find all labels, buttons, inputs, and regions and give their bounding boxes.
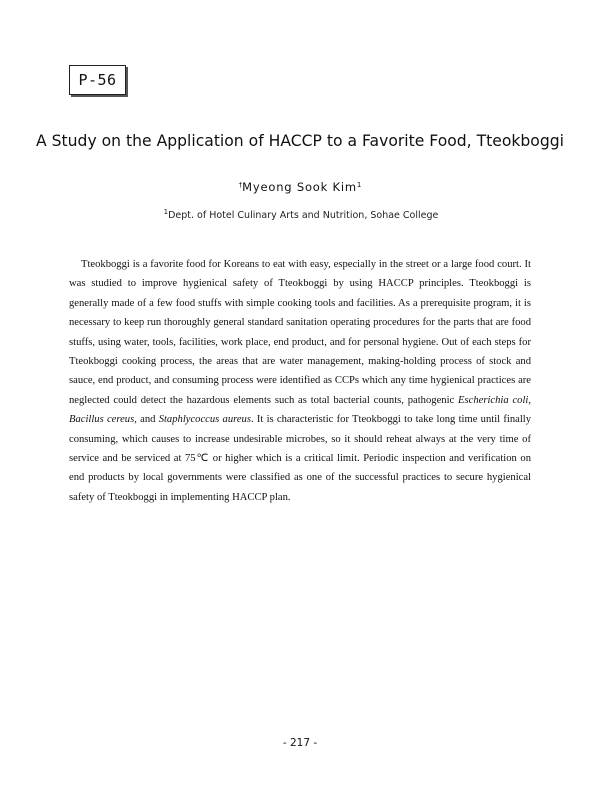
abstract-separator-1: , <box>528 394 531 406</box>
page-number: - 217 - <box>282 737 318 749</box>
affiliation-mark: 1 <box>163 208 169 216</box>
abstract-separator-2: , and <box>134 414 159 426</box>
poster-id-label: P-56 <box>78 71 117 89</box>
abstract-text-part1: Tteokboggi is a favorite food for Koreans to eat with easy, especially in the street or a large food court. It was studied to improve hygienical safety of Tteokboggi by using HACCP principles. Tteokboggi is generally made of a few food stuffs with simple cooking tools and facilities. As a prerequisite program, it is necessary to keep run thoroughly general standard sanitation operating procedures for the parts that are food stuffs, using water, tools, facilities, work place, end product, and for personal hygiene. Out of each steps for Tteokboggi cooking process, the areas that are water management, making-holding process of stock and sauce, end product, and consuming process were identified as CCPs which any time hygienical practices are neglected could detect the hazardous elements such as total bacterial counts, pathogenic <box>69 259 531 406</box>
paper-title: A Study on the Application of HACCP to a Favorite Food, Tteokboggi <box>36 132 564 150</box>
species-bacillus-cereus: Bacillus cereus <box>69 414 135 426</box>
corresponding-dagger: † <box>238 181 243 189</box>
abstract-text-part2: . It is characteristic for Tteokboggi to take long time until finally consuming, which causes to increase undesirable microbes, so it should reheat always at the very time of service and be serviced at 75℃ or higher which is a critical limit. Periodic inspection and verification on end products by local governments were classified as one of the successful practices to secure hygienical safety of Tteokboggi in implementing HACCP plan. <box>69 414 532 503</box>
abstract-paragraph <box>69 255 531 507</box>
author-affiliation-mark: 1 <box>356 181 362 189</box>
species-escherichia-coli: Escherichia coli <box>458 394 529 406</box>
author-name: Myeong Sook Kim <box>242 180 357 194</box>
affiliation-line <box>0 208 600 221</box>
poster-id-box <box>69 65 126 95</box>
author-line <box>0 180 600 194</box>
affiliation-text: Dept. of Hotel Culinary Arts and Nutrition, Sohae College <box>168 210 439 221</box>
species-staphylococcus-aureus: Staphlycoccus aureus <box>158 414 251 426</box>
